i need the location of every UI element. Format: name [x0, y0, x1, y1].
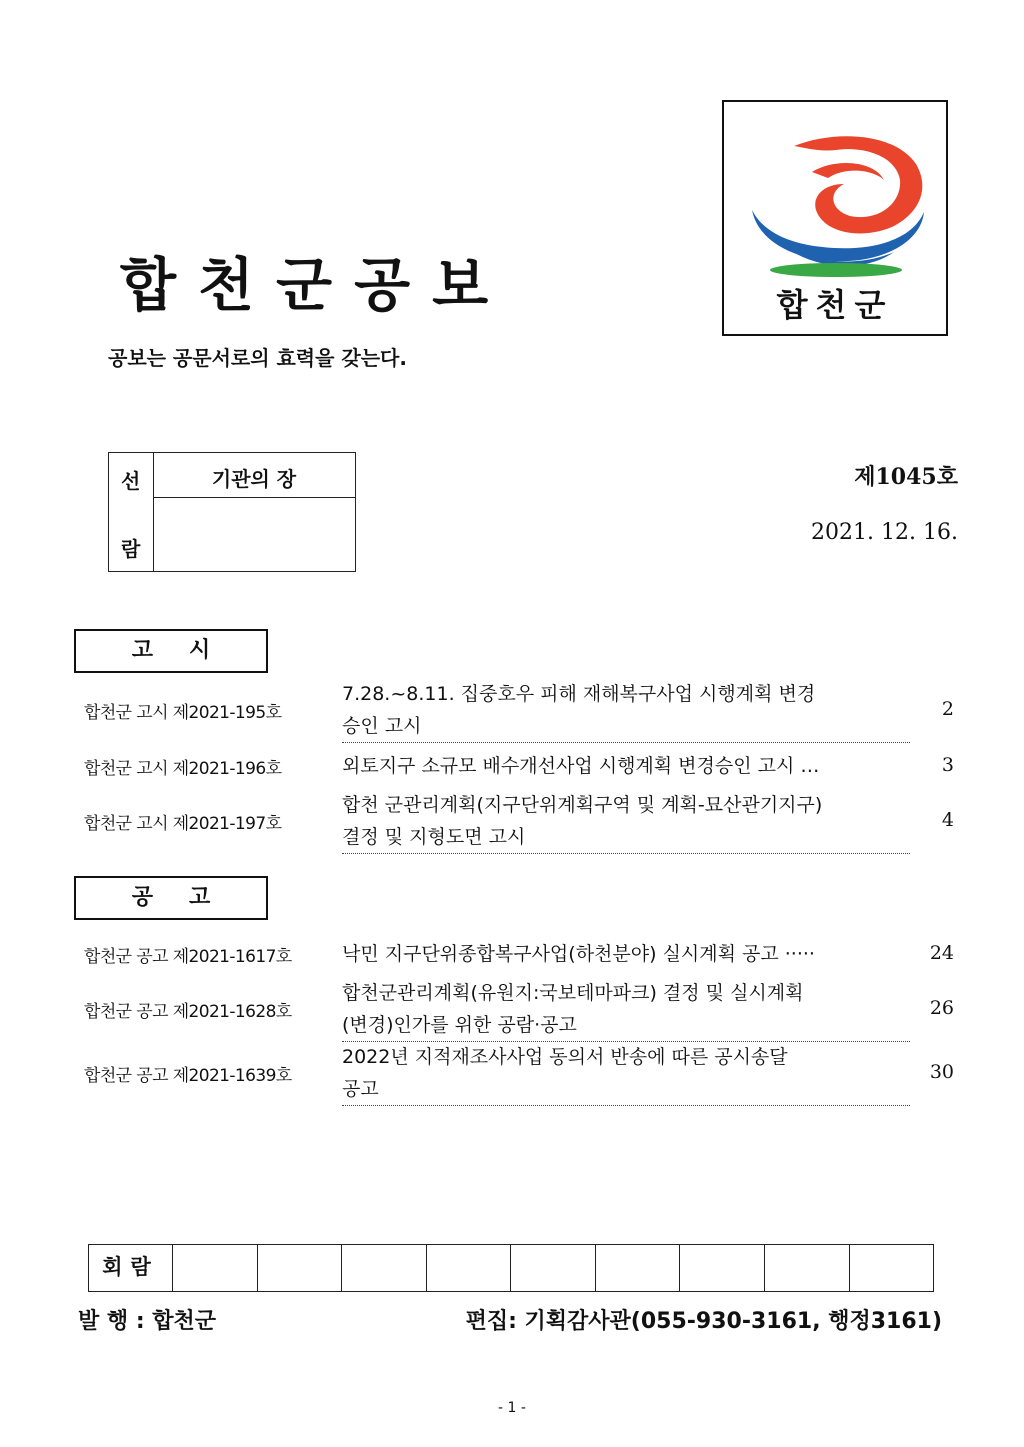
announcement-ref: 합천군 공고 제2021-1628호 [84, 1002, 292, 1022]
announcement-title-line: 공고 [342, 1073, 910, 1106]
notice-title-line: 결정 및 지형도면 고시 [342, 821, 910, 854]
notice-ref: 합천군 고시 제2021-195호 [84, 703, 282, 723]
announcement-title-line: 낙민 지구단위종합복구사업(하천분야) 실시계획 공고 ····· [342, 943, 815, 965]
publisher: 발 행 : 합천군 [78, 1309, 217, 1334]
circulation-cell [765, 1245, 850, 1291]
announcement-title-line: 2022년 지적재조사사업 동의서 반송에 따른 공시송달 [342, 1046, 788, 1068]
notice-entry[interactable] [84, 678, 954, 742]
issue-date: 2021. 12. 16. [811, 520, 958, 545]
notice-page: 2 [941, 698, 954, 720]
circulation-cell [680, 1245, 765, 1291]
review-table [108, 452, 356, 572]
issue-number: 제1045호 [854, 464, 958, 490]
county-logo [722, 100, 948, 336]
circulation-cell [511, 1245, 596, 1291]
announcement-ref: 합천군 공고 제2021-1639호 [84, 1066, 292, 1086]
circulation-table [88, 1244, 934, 1292]
notice-title-line: 합천 군관리계획(지구단위계획구역 및 계획-묘산관기지구) [342, 794, 823, 816]
page-title: 합천군공보 [120, 251, 511, 319]
page-subtitle: 공보는 공문서로의 효력을 갖는다. [108, 346, 407, 370]
editor-contact: 편집: 기획감사관(055-930-3161, 행정3161) [465, 1309, 942, 1334]
circulation-cell [258, 1245, 343, 1291]
announcement-page: 30 [929, 1061, 954, 1083]
review-label-bottom: 람 [121, 537, 141, 561]
notice-page: 3 [941, 754, 954, 776]
circulation-cell [596, 1245, 681, 1291]
logo-name: 합천군 [776, 286, 894, 324]
notice-page: 4 [941, 809, 954, 831]
announcement-entry[interactable] [84, 938, 954, 970]
announcements-section-label: 공고 [74, 876, 268, 920]
circulation-cell [850, 1245, 934, 1291]
notice-title-line: 외토지구 소규모 배수개선사업 시행계획 변경승인 고시 … [342, 755, 820, 777]
notice-title-line: 7.28.~8.11. 집중호우 피해 재해복구사업 시행계획 변경 [342, 683, 816, 705]
logo-red-swirl [794, 136, 922, 233]
notice-entry[interactable] [84, 789, 954, 853]
page-number: - 1 - [498, 1400, 526, 1416]
circulation-label: 회람 [89, 1245, 173, 1291]
announcement-title-line: (변경)인가를 위한 공람·공고 [342, 1009, 910, 1042]
announcement-entry[interactable] [84, 977, 954, 1041]
logo-green-bar [770, 263, 902, 277]
review-header: 기관의 장 [211, 467, 297, 491]
review-label-top: 선 [121, 469, 141, 493]
circulation-cell [173, 1245, 258, 1291]
logo-red-inner [812, 163, 884, 180]
circulation-cell [342, 1245, 427, 1291]
announcement-page: 26 [929, 997, 954, 1019]
notice-title-line: 승인 고시 [342, 710, 910, 743]
notice-ref: 합천군 고시 제2021-197호 [84, 814, 282, 834]
announcement-title-line: 합천군관리계획(유원지:국보테마파크) 결정 및 실시계획 [342, 982, 804, 1004]
announcement-page: 24 [929, 942, 954, 964]
announcement-ref: 합천군 공고 제2021-1617호 [84, 947, 292, 967]
announcement-entry[interactable] [84, 1041, 954, 1105]
notice-ref: 합천군 고시 제2021-196호 [84, 759, 282, 779]
circulation-cell [427, 1245, 512, 1291]
notice-entry[interactable] [84, 750, 954, 782]
notices-section-label: 고시 [74, 629, 268, 673]
